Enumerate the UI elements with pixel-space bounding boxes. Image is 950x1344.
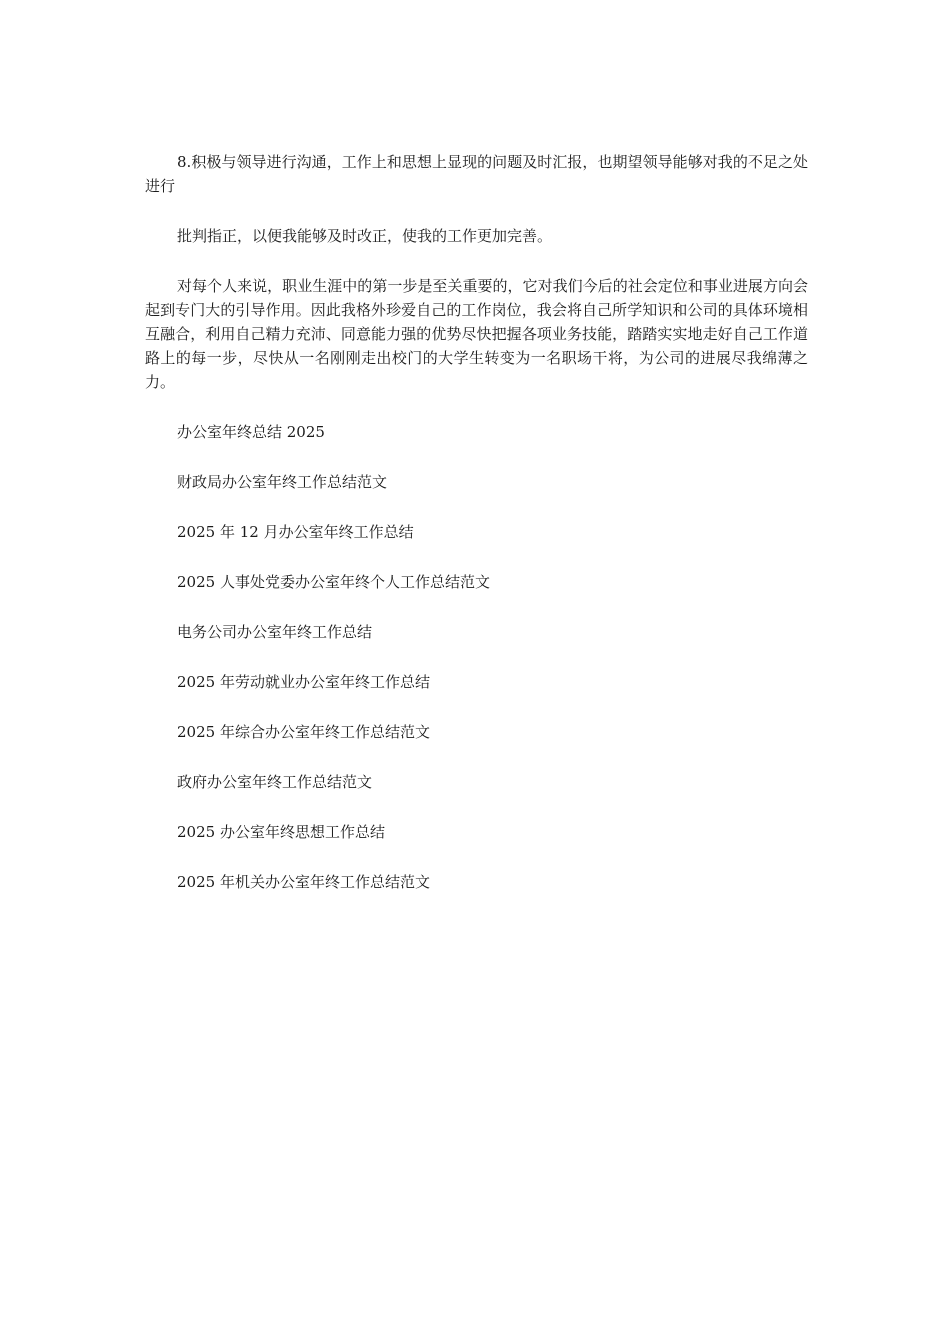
- related-link[interactable]: 办公室年终总结 2025: [177, 423, 325, 441]
- related-link[interactable]: 政府办公室年终工作总结范文: [177, 773, 373, 791]
- related-link[interactable]: 2025 办公室年终思想工作总结: [177, 823, 385, 841]
- related-link[interactable]: 2025 年劳动就业办公室年终工作总结: [177, 673, 430, 691]
- paragraph-correction: 批判指正，以便我能够及时改正，使我的工作更加完善。: [177, 227, 553, 245]
- related-link[interactable]: 2025 年综合办公室年终工作总结范文: [177, 723, 430, 741]
- paragraph-career: 对每个人来说，职业生涯中的第一步是至关重要的，它对我们今后的社会定位和事业进展方向会起到专门大的引导作用。因此我格外珍爱自己的工作岗位，我会将自己所学知识和公司的具体环境相互融合，利用自己精力充沛、同意能力强的优势尽快把握各项业务技能，踏踏实实地走好自己工作道路上的每一步，尽快从一名刚刚走出校门的大学生转变为一名职场干将，为公司的进展尽我绵薄之力。: [145, 277, 808, 391]
- related-link[interactable]: 财政局办公室年终工作总结范文: [177, 473, 388, 491]
- related-link[interactable]: 电务公司办公室年终工作总结: [177, 623, 373, 641]
- related-link[interactable]: 2025 年 12 月办公室年终工作总结: [177, 523, 414, 541]
- document-body: [145, 150, 808, 920]
- related-links-list: [145, 420, 808, 894]
- related-link[interactable]: 2025 年机关办公室年终工作总结范文: [177, 873, 430, 891]
- related-link[interactable]: 2025 人事处党委办公室年终个人工作总结范文: [177, 573, 490, 591]
- paragraph-communication: 8.积极与领导进行沟通，工作上和思想上显现的问题及时汇报，也期望领导能够对我的不足之处进行: [145, 153, 808, 195]
